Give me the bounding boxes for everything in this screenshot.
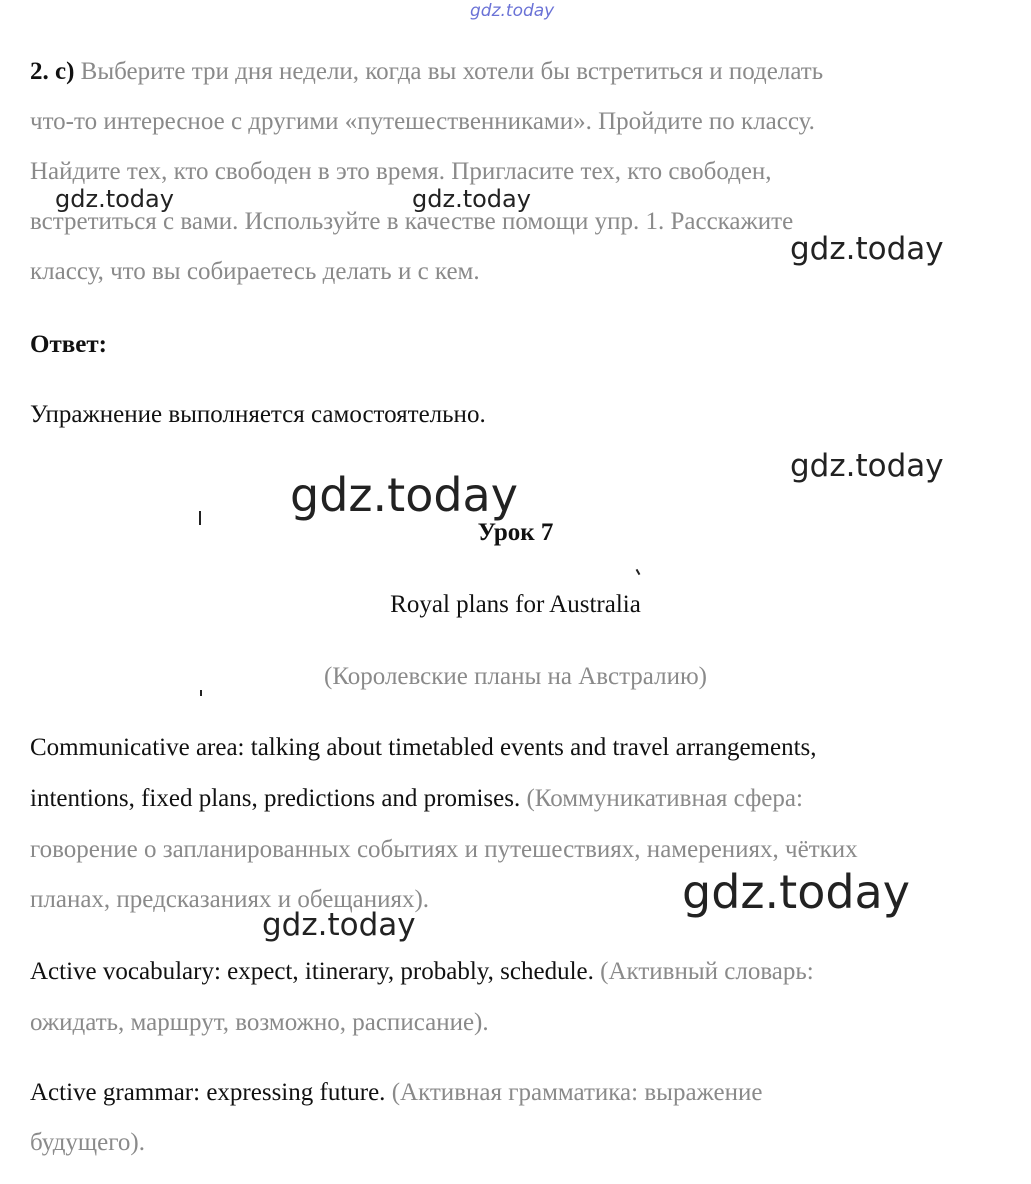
task-line-4: встретиться с вами. Используйте в качестве помощи упр. 1. Расскажите (30, 208, 794, 235)
watermark-right-2: gdz.today (790, 448, 944, 484)
communicative-line-3: говорение о запланированных событиях и путешествиях, намерениях, чётких (30, 836, 858, 863)
grammar-line-1-ru: (Активная грамматика: выражение (385, 1079, 763, 1106)
task-text: Выберите три дня недели, когда вы хотели бы встретиться и поделать (80, 58, 824, 85)
grammar-line-1 (30, 1078, 762, 1108)
communicative-line-1: Communicative area: talking about timetabled events and travel arrangements, (30, 734, 817, 761)
watermark-large-center: gdz.today (290, 468, 518, 522)
answer-text: Упражнение выполняется самостоятельно. (30, 401, 486, 428)
watermark-small-mid: gdz.today (412, 185, 531, 213)
vocabulary-line-1 (30, 957, 814, 987)
grammar-line-1-en: Active grammar: expressing future. (30, 1079, 386, 1106)
task-line-2: что-то интересное с другими «путешественниками». Пройдите по классу. (30, 108, 815, 135)
lesson-title: Урок 7 (477, 519, 554, 546)
communicative-line-2-en: intentions, fixed plans, predictions and promises. (30, 785, 521, 812)
task-line-3: Найдите тех, кто свободен в это время. Пригласите тех, кто свободен, (30, 158, 772, 185)
watermark-small-left: gdz.today (55, 185, 174, 213)
lesson-subtitle: Royal plans for Australia (390, 591, 641, 618)
vocabulary-line-1-ru: (Активный словарь: (593, 958, 814, 985)
task-line-5: классу, что вы собираетесь делать и с кем. (30, 258, 480, 285)
vocabulary-line-1-en: Active vocabulary: expect, itinerary, probably, schedule. (30, 958, 594, 985)
task-number: 2. c) (30, 58, 75, 85)
watermark-mid-bottom: gdz.today (262, 907, 416, 943)
scan-mark (636, 569, 641, 575)
vocabulary-line-2: ожидать, маршрут, возможно, расписание). (30, 1009, 489, 1036)
communicative-line-2-ru: (Коммуникативная сфера: (520, 785, 803, 812)
watermark-top: gdz.today (470, 1, 555, 21)
answer-label: Ответ: (30, 331, 107, 358)
grammar-line-2: будущего). (30, 1129, 145, 1156)
watermark-right-1: gdz.today (790, 231, 944, 267)
task-line-1 (30, 57, 823, 87)
communicative-line-4: планах, предсказаниях и обещаниях). (30, 886, 430, 913)
communicative-line-2 (30, 784, 803, 814)
watermark-large-right: gdz.today (682, 865, 910, 919)
lesson-subtitle-translation: (Королевские планы на Австралию) (324, 663, 707, 690)
